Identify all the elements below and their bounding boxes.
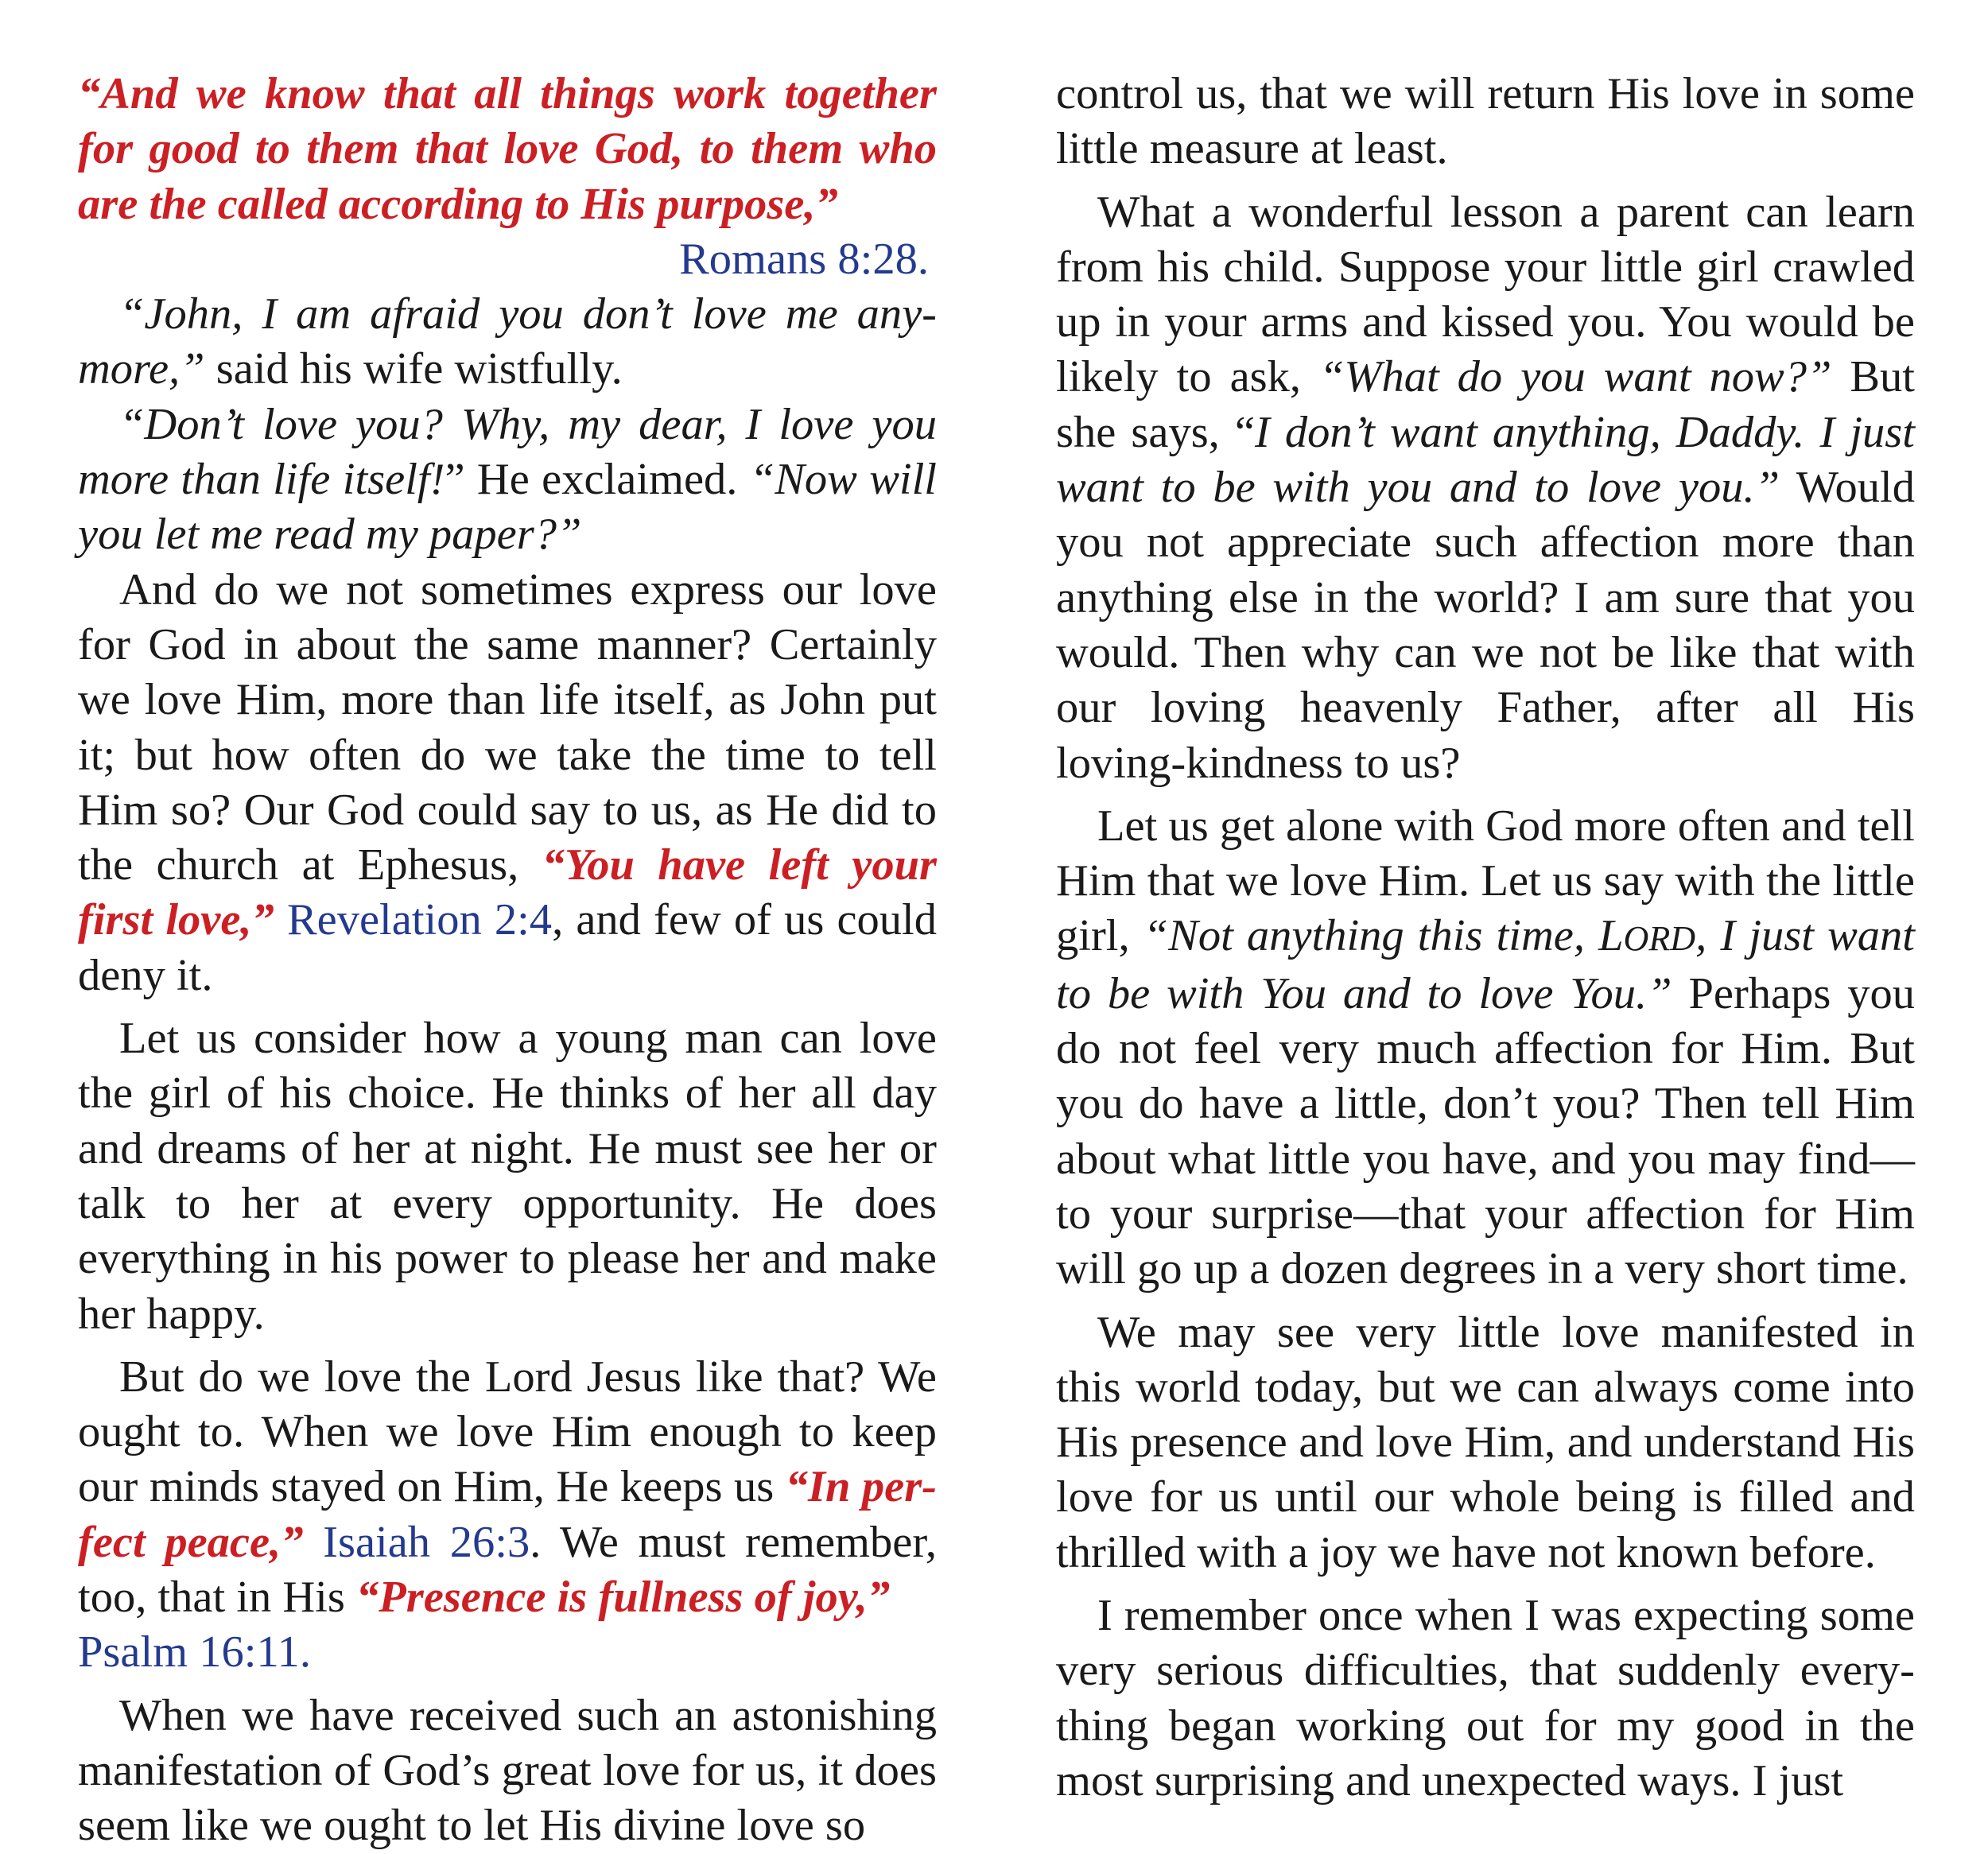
paragraph: What a wonderful lesson a parent can learn from his child. Suppose your little girl crawled up in your arms and kissed you. You would be likely to ask, “What do you want now?” But she says, “I don’t want anything, Daddy. I just want to be with you and to love you.” Would you not appreciate such affection more than anything else in the world? I am sure that you would. Then why can we not be like that with our loving heavenly Father, after all His loving-kindness to us?: [1056, 187, 1915, 788]
paragraph: We may see very little love manifested in this world today, but we can always come into His presence and love Him, and understand His love for us until our whole being is filled and thrilled with a joy we have not known before.: [1056, 1307, 1915, 1577]
verse-reference: [78, 232, 937, 287]
paragraph: I remember once when I was expecting some very serious difficulties, that suddenly every-thing began working out for my good in the most surprising and unexpected ways. I just: [1056, 1591, 1915, 1806]
paragraph: And do we not sometimes express our love for God in about the same manner? Certainly we love Him, more than life itself, as John put it; but how often do we take the time to tell Him so? Our God could say to us, as He did to the church at Ephesus, “You have left your first love,” Revelation 2:4, and few of us could deny it.: [78, 564, 937, 1000]
verse-quote: “In per-fect peace,”: [78, 1462, 938, 1567]
reference-isaiah: Isaiah 26:3: [303, 1517, 530, 1567]
verse-quote: “You have left your first love,”: [78, 840, 937, 945]
reference-revelation: Revelation 2:4: [274, 895, 553, 945]
left-column: [78, 67, 937, 1854]
paragraph: “John, I am afraid you don’t love me any-more,” said his wife wistfully.: [78, 289, 937, 394]
paragraph: But do we love the Lord Jesus like that? We ought to. When we love Him enough to keep our minds stayed on Him, He keeps us “In per-fect peace,” Isaiah 26:3. We must remember, too, that in His “Presence is fullness of joy,” Psalm 16:11.: [78, 1352, 938, 1678]
verse-romans: [78, 67, 937, 232]
reference-psalm: Psalm 16:11.: [78, 1627, 311, 1678]
reference-romans: Romans 8:28.: [679, 234, 929, 284]
paragraph: “Don’t love you? Why, my dear, I love you more than life itself!” He exclaimed. “Now will you let me read my paper?”: [78, 399, 937, 560]
verse-text: “And we know that all things work together for good to them that love God, to them who are the called according to His purpose,”: [78, 69, 937, 229]
paragraph: control us, that we will return His love in some little measure at least.: [1056, 69, 1915, 174]
right-column: [1056, 67, 1915, 1809]
paragraph: Let us consider how a young man can love the girl of his choice. He thinks of her all day and dreams of her at night. He must see her or talk to her at every opportunity. He does everything in his power to please her and make her happy.: [78, 1014, 937, 1339]
lord-smallcaps: LORD: [1598, 911, 1696, 961]
verse-quote: “Presence is fullness of joy,”: [355, 1573, 891, 1623]
paragraph: When we have received such an astonishing manifestation of God’s great love for us, it does seem like we ought to let His divine love so: [78, 1690, 937, 1851]
paragraph: Let us get alone with God more often and tell Him that we love Him. Let us say with the little girl, “Not anything this time, LORD, I just want to be with You and to love You.” Perhaps you do not feel very much affection for Him. But you do have a little, don’t you? Then tell Him about what little you have, and you may find—to your surprise—that your affection for Him will go up a dozen degrees in a very short time.: [1056, 801, 1915, 1294]
